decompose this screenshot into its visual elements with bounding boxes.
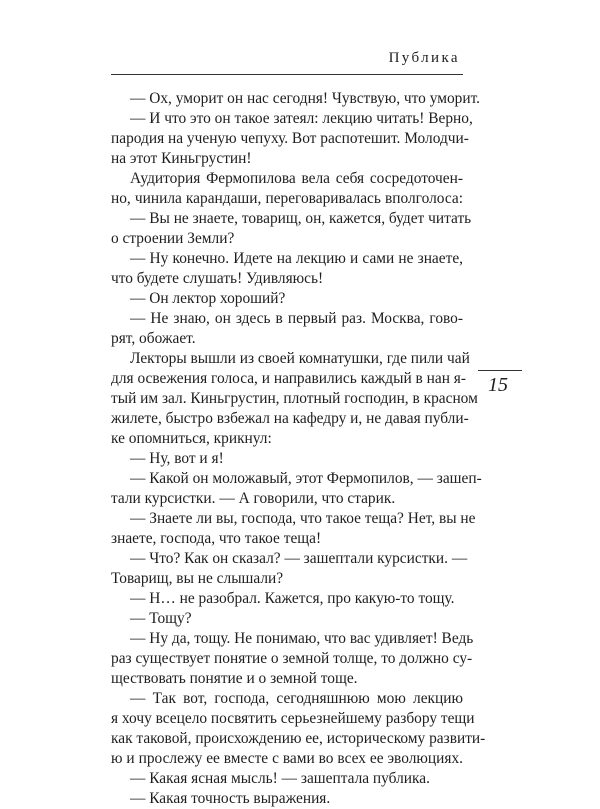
text-line: раз существует понятие о земной толще, то должно су- bbox=[111, 650, 473, 667]
text-line: я хочу всецело посвятить серьезнейшему разбору тещи bbox=[111, 710, 475, 727]
text-line: — И что это он такое затеял: лекцию читать! Верно, bbox=[130, 110, 473, 127]
body-text bbox=[111, 89, 486, 809]
text-line: жилете, быстро взбежал на кафедру и, не давая публи- bbox=[111, 410, 469, 427]
text-line: тый им зал. Киньгрустин, плотный господин, в красном bbox=[111, 390, 478, 407]
text-line: на этот Киньгрустин! bbox=[111, 150, 252, 167]
text-line: — Ну, вот и я! bbox=[130, 450, 224, 467]
running-header: Публика bbox=[388, 50, 460, 66]
header-rule bbox=[111, 74, 463, 75]
text-line: — Ну конечно. Идете на лекцию и сами не знаете, bbox=[130, 250, 463, 267]
text-line: — Знаете ли вы, господа, что такое теща? Нет, вы не bbox=[130, 510, 476, 527]
text-line: но, чинила карандаши, переговаривалась вполголоса: bbox=[111, 190, 463, 207]
text-line: как таковой, происхождению ее, историческому развити- bbox=[111, 730, 486, 747]
text-line: для освежения голоса, и направились каждый в нан я- bbox=[111, 370, 467, 387]
page-number: 15 bbox=[488, 374, 508, 396]
page-number-rule bbox=[478, 370, 522, 371]
text-line: ке опомниться, крикнул: bbox=[111, 430, 272, 447]
text-line: — Вы не знаете, товарищ, он, кажется, будет читать bbox=[130, 210, 472, 227]
text-line: — Ох, уморит он нас сегодня! Чувствую, что уморит. bbox=[130, 90, 480, 107]
text-line: — Не знаю, он здесь в первый раз. Москва, гово- bbox=[130, 310, 463, 327]
text-line: ю и прослежу ее вместе с вами во всех ее эволюциях. bbox=[111, 750, 463, 767]
text-line: — Он лектор хороший? bbox=[130, 290, 286, 307]
text-line: — Какая точность выражения. bbox=[130, 790, 331, 807]
text-line: — Н… не разобрал. Кажется, про какую-то тощу. bbox=[130, 590, 455, 607]
text-line: Аудитория Фермопилова вела себя сосредоточен- bbox=[130, 170, 463, 187]
text-line: — Какая ясная мысль! — зашептала публика. bbox=[130, 770, 430, 787]
text-line: тали курсистки. — А говорили, что старик. bbox=[111, 490, 396, 507]
text-line: ществовать понятие и о земной тоще. bbox=[111, 670, 358, 687]
text-line: знаете, господа, что такое теща! bbox=[111, 530, 322, 547]
text-line: — Что? Как он сказал? — зашептали курсистки. — bbox=[130, 550, 468, 567]
text-line: Лекторы вышли из своей комнатушки, где пили чай bbox=[130, 350, 470, 367]
text-line: о строении Земли? bbox=[111, 230, 235, 247]
text-line: — Какой он моложавый, этот Фермопилов, — зашеп- bbox=[130, 470, 482, 487]
text-line: рят, обожает. bbox=[111, 330, 196, 347]
text-line: — Тощу? bbox=[130, 610, 192, 627]
text-line: что будете слушать! Удивляюсь! bbox=[111, 270, 324, 287]
text-line: — Так вот, господа, сегодняшнюю мою лекцию bbox=[130, 690, 463, 707]
text-line: пародия на ученую чепуху. Вот распотешит. Молодчи- bbox=[111, 130, 469, 147]
text-line: Товарищ, вы не слышали? bbox=[111, 570, 284, 587]
text-line: — Ну да, тощу. Не понимаю, что вас удивляет! Ведь bbox=[130, 630, 474, 647]
